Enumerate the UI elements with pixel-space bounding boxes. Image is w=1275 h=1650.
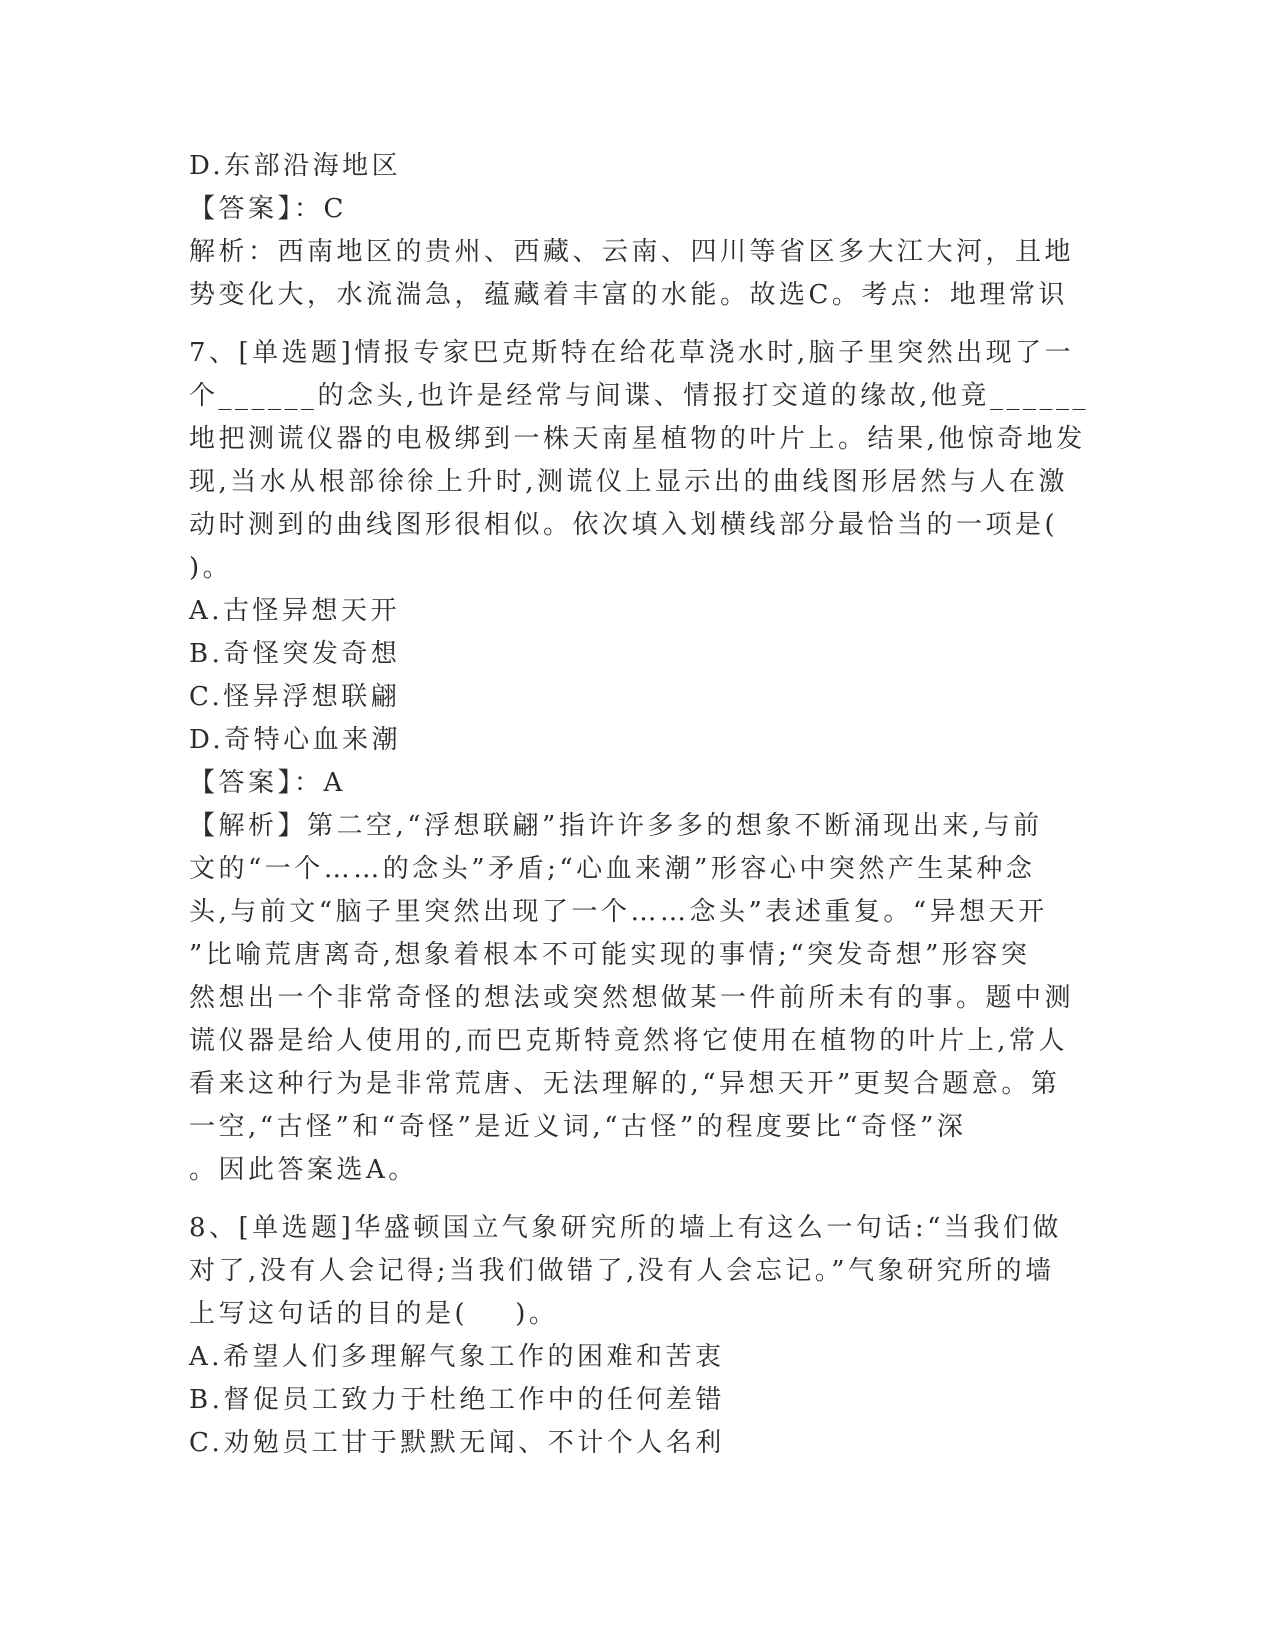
document-content [189,145,1089,1465]
question-7-stem-line: 个______的念头,也许是经常与间谍、情报打交道的缘故,他竟______ [189,381,1090,411]
question-7-answer: 【答案】：A [189,768,346,798]
question-7-option-a: A.古怪异想天开 [189,596,401,626]
question-7-stem-line: 动时测到的曲线图形很相似。依次填入划横线部分最恰当的一项是( [189,510,1059,540]
option-d: D.东部沿海地区 [189,151,402,181]
question-7-analysis-line: 谎仪器是给人使用的,而巴克斯特竟然将它使用在植物的叶片上,常人 [189,1026,1069,1056]
question-8-option-b: B.督促员工致力于杜绝工作中的任何差错 [189,1385,725,1415]
paragraph-gap [189,1192,1089,1207]
question-7-stem-line: 地把测谎仪器的电极绑到一株天南星植物的叶片上。结果,他惊奇地发 [189,424,1086,454]
question-7-analysis-line: 。因此答案选A。 [189,1155,418,1185]
question-7-stem-line: 7、[单选题]情报专家巴克斯特在给花草浇水时,脑子里突然出现了一 [189,338,1075,368]
question-8-option-a: A.希望人们多理解气象工作的困难和苦衷 [189,1342,725,1372]
question-7-option-d: D.奇特心血来潮 [189,725,402,755]
question-7-option-b: B.奇怪突发奇想 [189,639,401,669]
answer-line: 【答案】：C [189,194,347,224]
question-7-analysis-line: 看来这种行为是非常荒唐、无法理解的,“异想天开”更契合题意。第 [189,1069,1061,1099]
paragraph-gap [189,317,1089,332]
question-7-analysis-line: 文的“一个……的念头”矛盾;“心血来潮”形容心中突然产生某种念 [189,854,1036,884]
analysis-line: 势变化大，水流湍急，蕴藏着丰富的水能。故选C。考点：地理常识 [189,280,1068,310]
question-8-option-c: C.劝勉员工甘于默默无闻、不计个人名利 [189,1428,725,1458]
question-7-analysis-line: 一空,“古怪”和“奇怪”是近义词,“古怪”的程度要比“奇怪”深 [189,1112,967,1142]
question-7-stem-line: )。 [189,553,233,583]
question-7-analysis-line: 【解析】第二空,“浮想联翩”指许许多多的想象不断涌现出来,与前 [189,811,1043,841]
question-7-analysis-line: 头,与前文“脑子里突然出现了一个……念头”表述重复。“异想天开 [189,897,1048,927]
question-8-stem-line: 上写这句话的目的是( )。 [189,1299,559,1329]
question-8-stem-line: 8、[单选题]华盛顿国立气象研究所的墙上有这么一句话:“当我们做 [189,1213,1062,1243]
analysis-line: 解析：西南地区的贵州、西藏、云南、四川等省区多大江大河，且地 [189,237,1075,267]
question-7-option-c: C.怪异浮想联翩 [189,682,401,712]
question-7-analysis-line: ”比喻荒唐离奇,想象着根本不可能实现的事情;“突发奇想”形容突 [189,940,1031,970]
question-8-stem-line: 对了,没有人会记得;当我们做错了,没有人会忘记。”气象研究所的墙 [189,1256,1055,1286]
question-7-stem-line: 现,当水从根部徐徐上升时,测谎仪上显示出的曲线图形居然与人在激 [189,467,1069,497]
question-7-analysis-line: 然想出一个非常奇怪的想法或突然想做某一件前所未有的事。题中测 [189,983,1075,1013]
